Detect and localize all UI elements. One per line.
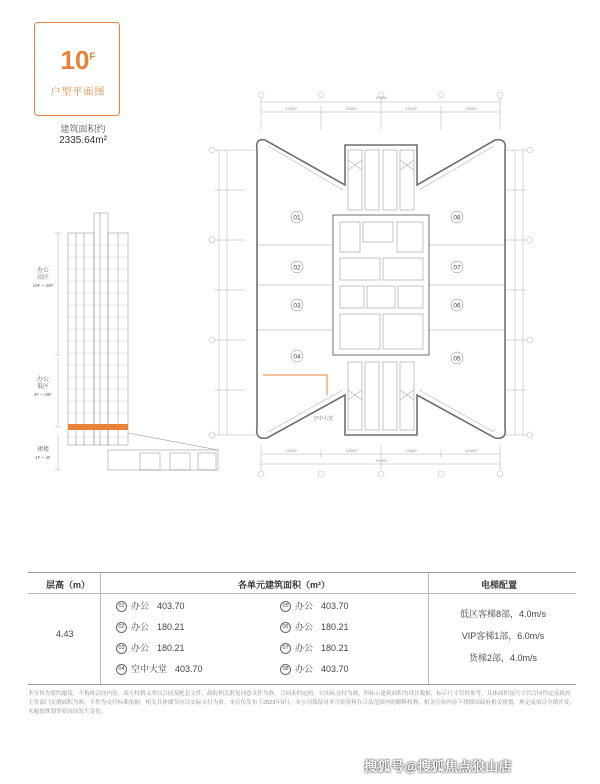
tower-body [68,233,94,445]
bottom-dim: 12000 [405,448,417,453]
table-header [28,573,576,594]
top-total-dim: 47400 [375,95,387,100]
floor-plan [205,90,535,480]
svg-text:04: 04 [293,353,301,361]
tower-label-podium: 裙楼 1F ~ 4F [35,447,51,460]
unit-03 [291,299,303,311]
floor-number: $10^F$ [60,45,96,75]
unit-02 [291,261,303,273]
watermark: 搜狐号@搜狐焦点狼山店 [364,759,513,774]
floor-badge [34,22,120,116]
svg-text:03: 03 [293,302,301,310]
badge-subtitle: 户型平面图 [50,87,106,98]
table-row: 04 空中大堂 403.70 [116,662,203,675]
elevator-line: VIP客梯1部，6.0m/s [461,631,545,641]
area-label: 建筑面积约 [60,124,106,134]
svg-text:02: 02 [293,264,301,272]
divider [428,573,429,684]
svg-text:08: 08 [453,214,461,222]
bottom-dim: 12000 [345,448,357,453]
table-row: 05 办公 403.70 [280,599,349,612]
atrium-highlight [263,375,327,395]
elevator-line: 低区客梯8部，4.0m/s [459,609,546,619]
area-value: 2335.64m² [59,135,107,146]
floor-height-value: 4.43 [56,629,74,639]
core-rooms [340,222,423,349]
bottom-total-dim: 47400 [375,458,387,463]
table-row: 02 办公 180.21 [116,620,185,633]
unit-06 [451,299,463,311]
header-floor-height: 层高（m） [46,580,91,590]
unit-07 [451,261,463,273]
table-row: 07 办公 180.21 [280,641,349,654]
top-dim: 12000 [405,106,417,111]
divider [100,573,101,684]
table-row: 06 办公 180.21 [280,620,349,633]
unit-area-table [28,572,576,685]
bottom-dim: 12100 [465,448,477,453]
unit-08 [451,211,463,223]
atrium-label: 空中大堂 [312,416,334,422]
disclaimer-text: 本宣传为要约邀请，不构成合同内容，双方权利义务以合同及配套文件、政府相关批复同意文件为准。合同未约定的，以实际交付为准。所标示建筑面积为设计数据，标示尺寸仅供参考，具体面积及尺寸以合同约定及政府主管部门实测面积为准，不作为交付标准依据。相关具体细节应以实际交付为准。本宣传发布于2023年9月，本公司保留对本宣传资料在合法范围内的解释权利。相关宣传内容不排除因政府相关规划、规定及项目分期开发、未履按规划等原因而发生变化。 [28,691,575,715]
elevator-shafts [348,150,414,430]
top-dim: 12100 [465,106,477,111]
top-dim: 12000 [345,106,357,111]
elevator-line: 货梯2部，4.0m/s [468,653,537,663]
svg-text:06: 06 [453,302,461,310]
svg-text:01: 01 [293,214,301,222]
table-row: 03 办公 180.21 [116,641,185,654]
unit-01 [291,211,303,223]
tower-elevation [20,205,230,475]
top-dimension-lines [261,98,500,130]
bottom-dim: 12100 [285,448,297,453]
current-floor-highlight [68,424,128,430]
unit-05 [451,352,463,364]
header-unit-area: 各单元建筑面积（m²） [238,580,331,590]
top-dim: 12100 [285,106,297,111]
building-outline [257,140,506,439]
tower-label-low: 办公 低区 3F ~ 29F [33,377,53,397]
unit-04 [291,350,303,362]
tower-label-high: 办公 高区 10F ~ 40F [32,268,54,288]
header-elevator: 电梯配置 [481,580,518,590]
core [333,215,429,355]
table-row: 08 办公 403.70 [280,662,349,675]
svg-text:07: 07 [453,264,461,272]
table-row: 01 办公 403.70 [116,599,185,612]
svg-text:05: 05 [453,355,461,363]
